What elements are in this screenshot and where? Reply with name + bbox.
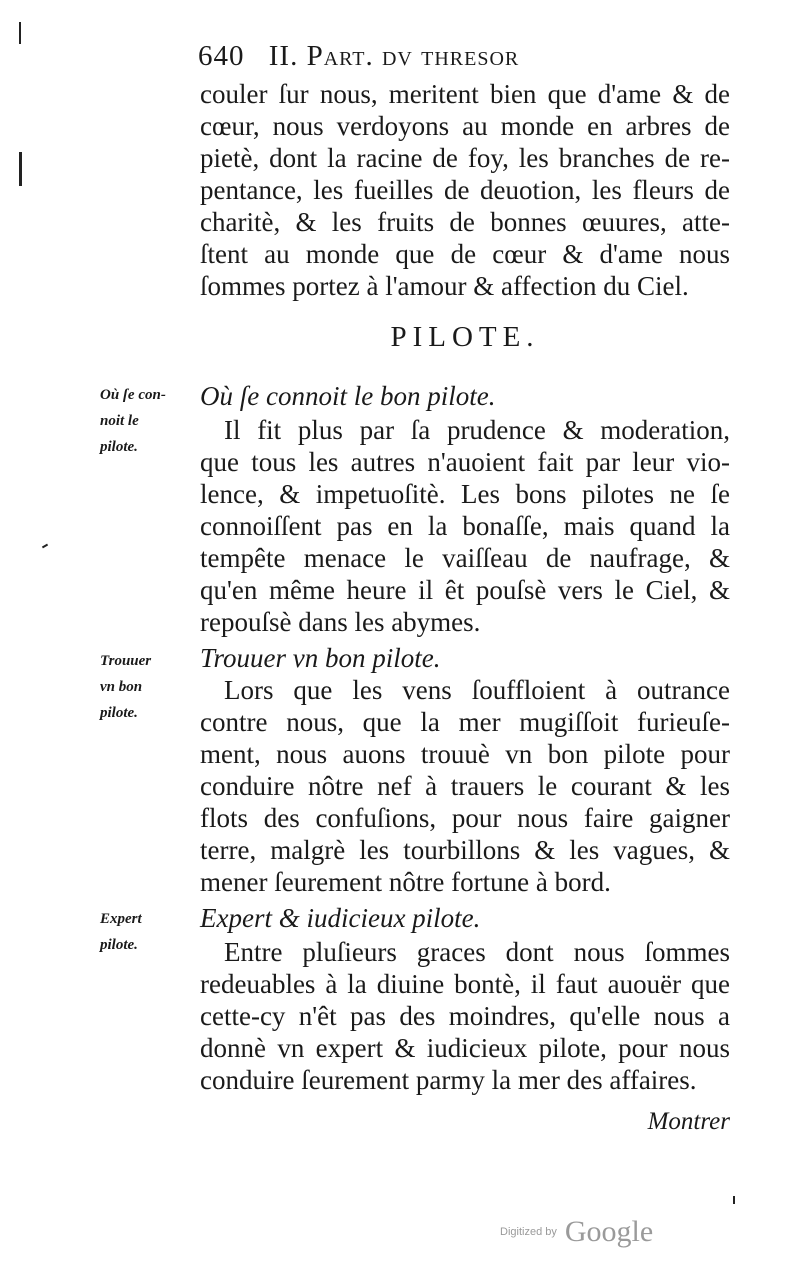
text-line: ſtent au monde que de cœur & d'ame nous [200,239,730,269]
running-head-title: II. Part. dv thresor [268,40,520,72]
text-line: couler ſur nous, meritent bien que d'ame & de [200,79,730,109]
subheading: Où ſe connoit le bon pilote. [200,381,496,411]
text-line: cette-cy n'êt pas des moindres, qu'elle nous a [200,1001,730,1031]
text-line: pentance, les fueilles de deuotion, les fleurs de [200,175,730,205]
text-line: flots des confuſions, pour nous faire gaigner [200,803,730,833]
text-line: Entre pluſieurs graces dont nous ſommes [224,937,730,967]
margin-note [100,648,195,726]
margin-note-line: pilote. [100,705,138,721]
margin-note-line: Où ſe con- [100,387,166,403]
text-line: donnè vn expert & iudicieux pilote, pour nous [200,1033,730,1063]
margin-note [100,382,195,460]
watermark-prefix: Digitized by [500,1226,557,1238]
text-line: ment, nous auons trouuè vn bon pilote pour [200,739,730,769]
text-line: contre nous, que la mer mugiſſoit furieuſe- [200,707,730,737]
watermark-brand: Google [564,1215,654,1248]
running-head [198,40,738,80]
margin-note-line: vn bon [100,679,143,695]
scan-mark [19,22,21,44]
scan-mark [42,544,48,549]
margin-note-line: pilote. [100,937,138,953]
text-line: Lors que les vens ſouffloient à outrance [224,675,730,705]
text-line: cœur, nous verdoyons au monde en arbres de [200,111,730,141]
text-line: charitè, & les fruits de bonnes œuures, atte- [200,207,730,237]
text-line: que tous les autres n'auoient fait par leur vio- [200,447,730,477]
text-line: Il fit plus par ſa prudence & moderation, [224,415,730,445]
text-line: conduire nôtre nef à trauers le courant & les [200,771,730,801]
scan-mark [733,1196,735,1204]
text-line: repouſsè dans les abymes. [200,607,481,637]
text-line: connoiſſent pas en la bonaſſe, mais quand la [200,511,730,541]
text-line: mener ſeurement nôtre fortune à bord. [200,867,611,897]
text-line: ſommes portez à l'amour & affection du Ciel. [200,271,689,301]
page-number: 640 [198,40,245,72]
subheading: Expert & iudicieux pilote. [200,903,481,933]
margin-note-line: pilote. [100,439,138,455]
subheading: Trouuer vn bon pilote. [200,643,441,673]
text-line: redeuables à la diuine bontè, il faut auouër que [200,969,730,999]
catchword: Montrer [647,1108,730,1135]
text-line: lence, & impetuoſitè. Les bons pilotes ne ſe [200,479,730,509]
text-line: conduire ſeurement parmy la mer des affaires. [200,1065,697,1095]
digitization-watermark [500,1215,670,1249]
text-line: qu'en même heure il êt pouſsè vers le Ciel, & [200,575,730,605]
margin-note-line: noit le [100,413,139,429]
text-line: tempête menace le vaiſſeau de naufrage, & [200,543,730,573]
text-line: terre, malgrè les tourbillons & les vagues, & [200,835,730,865]
section-heading: PILOTE. [390,321,540,353]
margin-note-line: Trouuer [100,653,152,669]
text-line: pietè, dont la racine de foy, les branches de re- [200,143,730,173]
margin-note [100,906,195,958]
scan-mark [19,152,22,186]
margin-note-line: Expert [100,911,142,927]
